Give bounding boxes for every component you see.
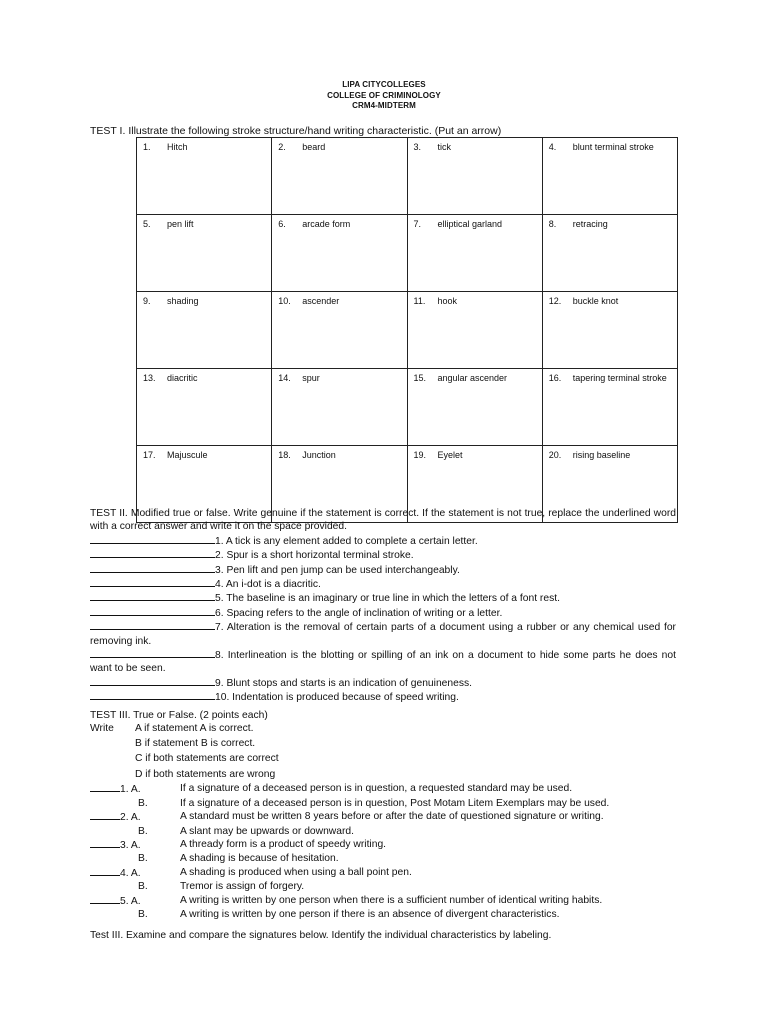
test2-item	[90, 676, 676, 690]
school-name: LIPA CITYCOLLEGES	[342, 80, 426, 89]
grid-cell-content	[141, 372, 267, 384]
answer-blank[interactable]	[90, 782, 120, 792]
test2-item-text: 10. Indentation is produced because of speed writing.	[215, 692, 459, 704]
test3-question-b	[90, 852, 676, 865]
grid-cell[interactable]	[542, 369, 677, 446]
question-label	[90, 782, 180, 796]
grid-cell[interactable]	[272, 215, 407, 292]
statement-b: If a signature of a deceased person is in question, Post Motam Litem Exemplars may be used.	[180, 797, 610, 809]
option-b: B if statement B is correct.	[135, 737, 256, 749]
statement-b: Tremor is assign of forgery.	[180, 881, 305, 893]
grid-row	[137, 215, 678, 292]
item-number: 7.	[413, 219, 422, 229]
test2-item-text: 4. An i-dot is a diacritic.	[215, 579, 321, 591]
item-term: rising baseline	[572, 450, 631, 460]
answer-blank[interactable]	[90, 866, 120, 876]
option-c: C if both statements are correct	[135, 753, 279, 765]
grid-cell[interactable]	[272, 138, 407, 215]
test3-question-b	[90, 825, 676, 838]
grid-cell[interactable]	[272, 369, 407, 446]
statement-a: A standard must be written 8 years before or after the date of questioned signature or writing.	[180, 811, 604, 823]
test3-section	[90, 709, 676, 921]
test2-item-text: 9. Blunt stops and starts is an indication of genuineness.	[215, 677, 473, 689]
statement-b-label: B.	[138, 797, 148, 809]
item-term: arcade form	[302, 219, 351, 229]
statement-a: If a signature of a deceased person is in question, a requested standard may be used.	[180, 783, 573, 795]
test3-questions	[90, 782, 676, 921]
test2-item-text: 7. Alteration is the removal of certain parts of a document using a rubber or any chemical used for removing ink.	[90, 622, 676, 647]
test2-items	[90, 534, 676, 705]
answer-blank[interactable]	[90, 894, 120, 904]
item-term: Eyelet	[437, 450, 463, 460]
item-number: 14.	[278, 373, 291, 383]
item-number: 3.	[413, 142, 422, 152]
question-label	[90, 838, 180, 852]
item-number: 17.	[143, 450, 156, 460]
grid-cell-content	[276, 295, 402, 307]
test2-item	[90, 548, 676, 562]
test2-item	[90, 620, 676, 648]
test2-item	[90, 577, 676, 591]
test3-question-b	[90, 908, 676, 921]
grid-cell-content	[141, 295, 267, 307]
item-number: 19.	[413, 450, 427, 460]
grid-cell-content	[276, 449, 402, 461]
item-number: 2.	[278, 142, 286, 152]
exam-header	[0, 80, 768, 112]
statement-b-label: B.	[138, 825, 148, 837]
test2-item	[90, 563, 676, 577]
grid-cell[interactable]	[407, 292, 542, 369]
test3-question-b	[90, 797, 676, 810]
item-term: hook	[437, 296, 458, 306]
grid-cell[interactable]	[137, 292, 272, 369]
item-term: diacritic	[167, 373, 198, 383]
grid-cell-content	[412, 449, 538, 461]
grid-cell[interactable]	[137, 369, 272, 446]
item-term: ascender	[302, 296, 340, 306]
item-number: 9.	[143, 296, 151, 306]
grid-cell-content	[547, 218, 673, 230]
statement-a: A shading is produced when using a ball point pen.	[180, 866, 412, 878]
item-number: 18.	[278, 450, 291, 460]
item-number: 5.	[143, 219, 151, 229]
answer-blank[interactable]	[90, 563, 215, 573]
grid-cell[interactable]	[407, 369, 542, 446]
college-name: COLLEGE OF CRIMINOLOGY	[327, 90, 441, 100]
answer-blank[interactable]	[90, 620, 215, 630]
answer-blank[interactable]	[90, 606, 215, 616]
item-term: pen lift	[167, 219, 194, 229]
test2-section	[90, 507, 676, 705]
item-number: 6.	[278, 219, 286, 229]
grid-cell-content	[412, 372, 538, 384]
test2-item	[90, 690, 676, 704]
item-term: retracing	[572, 219, 608, 229]
grid-cell-content	[141, 449, 267, 461]
answer-blank[interactable]	[90, 648, 215, 658]
test2-instruction: TEST II. Modified true or false. Write genuine if the statement is correct. If the statement is not true, replace the underlined word with a correct answer and write it on the space provided.	[90, 508, 676, 533]
grid-row	[137, 292, 678, 369]
item-term: beard	[302, 142, 326, 152]
answer-blank[interactable]	[90, 591, 215, 601]
item-term: shading	[167, 296, 199, 306]
grid-cell[interactable]	[137, 215, 272, 292]
grid-cell-content	[276, 141, 402, 153]
test1-grid	[136, 137, 678, 523]
test3-question-a	[90, 894, 676, 908]
statement-b-label: B.	[138, 853, 148, 865]
item-term: Majuscule	[167, 450, 208, 460]
answer-blank[interactable]	[90, 810, 120, 820]
question-number: 1. A.	[120, 784, 141, 796]
grid-cell-content	[547, 141, 673, 153]
test2-item	[90, 648, 676, 676]
test2-item-text: 2. Spur is a short horizontal terminal stroke.	[215, 550, 414, 562]
item-term: buckle knot	[572, 296, 619, 306]
exam-title: CRM4-MIDTERM	[352, 101, 416, 110]
statement-b: A slant may be upwards or downward.	[180, 825, 354, 837]
item-term: Junction	[302, 450, 336, 460]
item-number: 15.	[413, 373, 427, 383]
item-term: elliptical garland	[437, 219, 503, 229]
item-number: 13.	[143, 373, 156, 383]
grid-cell-content	[276, 372, 402, 384]
answer-blank[interactable]	[90, 548, 215, 558]
option-a: A if statement A is correct.	[135, 723, 254, 735]
statement-a: A thready form is a product of speedy writing.	[180, 838, 387, 850]
item-number: 16.	[548, 373, 562, 383]
grid-cell[interactable]	[272, 292, 407, 369]
test3-question-b	[90, 880, 676, 893]
item-number: 11.	[413, 296, 426, 306]
statement-a: A writing is written by one person when there is a sufficient number of identical writing habits.	[180, 894, 603, 906]
test1-instruction: TEST I. Illustrate the following stroke structure/hand writing characteristic. (Put an arrow)	[90, 125, 502, 137]
answer-blank[interactable]	[90, 838, 120, 848]
item-number: 4.	[548, 142, 557, 152]
test2-item-text: 6. Spacing refers to the angle of inclination of writing or a letter.	[215, 607, 503, 619]
grid-cell-content	[141, 141, 267, 153]
test2-item-text: 5. The baseline is an imaginary or true line in which the letters of a font rest.	[215, 593, 560, 605]
question-label	[90, 866, 180, 880]
test3-question-a	[90, 838, 676, 852]
test2-item	[90, 606, 676, 620]
test3-question-a	[90, 810, 676, 824]
grid-cell[interactable]	[407, 215, 542, 292]
statement-b-label: B.	[138, 881, 148, 893]
grid-row	[137, 369, 678, 446]
item-term: spur	[302, 373, 320, 383]
question-label	[90, 894, 180, 908]
item-term: blunt terminal stroke	[572, 142, 654, 152]
question-number: 3. A.	[120, 839, 141, 851]
test4-instruction: Test III. Examine and compare the signatures below. Identify the individual characteristics by labeling.	[90, 930, 552, 941]
answer-blank[interactable]	[90, 577, 215, 587]
test2-item-text: 1. A tick is any element added to complete a certain letter.	[215, 535, 478, 547]
grid-cell[interactable]	[407, 138, 542, 215]
test2-item	[90, 591, 676, 605]
grid-cell-content	[276, 218, 402, 230]
item-number: 20.	[548, 450, 562, 460]
grid-cell-content	[547, 372, 673, 384]
item-term: tick	[437, 142, 451, 152]
statement-b: A shading is because of hesitation.	[180, 853, 339, 865]
answer-blank[interactable]	[90, 534, 215, 544]
item-number: 1.	[143, 142, 151, 152]
item-term: tapering terminal stroke	[572, 373, 667, 383]
test2-item-text: 8. Interlineation is the blotting or spilling of an ink on a document to hide some parts he does not want to be seen.	[90, 650, 676, 675]
grid-cell-content	[547, 295, 673, 307]
grid-cell[interactable]	[542, 292, 677, 369]
test2-item-text: 3. Pen lift and pen jump can be used interchangeably.	[215, 564, 460, 576]
question-number: 5. A.	[120, 895, 141, 907]
grid-cell[interactable]	[542, 138, 677, 215]
test3-title: TEST III. True or False. (2 points each)	[90, 710, 268, 721]
item-number: 12.	[548, 296, 562, 306]
statement-b: A writing is written by one person if there is an absence of divergent characteristics.	[180, 908, 560, 920]
write-label: Write	[90, 723, 114, 735]
grid-row	[137, 138, 678, 215]
question-number: 4. A.	[120, 867, 141, 879]
grid-cell-content	[412, 141, 538, 153]
item-term: Hitch	[167, 142, 188, 152]
answer-blank[interactable]	[90, 690, 215, 700]
answer-blank[interactable]	[90, 676, 215, 686]
grid-cell[interactable]	[137, 138, 272, 215]
item-number: 8.	[548, 219, 557, 229]
test2-item	[90, 534, 676, 548]
item-number: 10.	[278, 296, 291, 306]
grid-cell-content	[412, 218, 538, 230]
test3-question-a	[90, 782, 676, 796]
test3-question-a	[90, 866, 676, 880]
grid-cell-content	[412, 295, 538, 307]
grid-cell-content	[141, 218, 267, 230]
test3-write-row	[90, 722, 676, 735]
grid-cell-content	[547, 449, 673, 461]
option-d: D if both statements are wrong	[135, 768, 276, 780]
statement-b-label: B.	[138, 908, 148, 920]
grid-cell[interactable]	[542, 215, 677, 292]
item-term: angular ascender	[437, 373, 508, 383]
question-number: 2. A.	[120, 812, 141, 824]
question-label	[90, 810, 180, 824]
